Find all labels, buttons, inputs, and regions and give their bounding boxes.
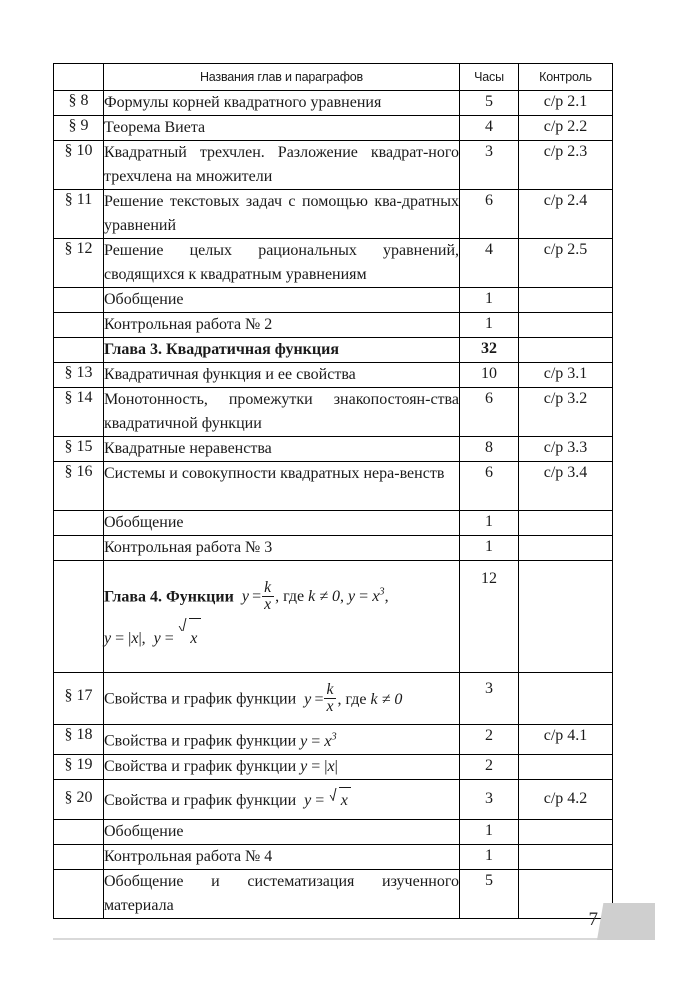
corner-tab-decoration — [597, 903, 655, 940]
table-row — [54, 91, 613, 116]
row-title: Монотонность, промежутки знакопостоян-ства квадратичной функции — [104, 388, 460, 437]
table-row — [54, 462, 613, 511]
square-root-x: x — [179, 617, 201, 659]
row-control: с/р 3.3 — [519, 437, 613, 462]
row-hours: 2 — [460, 725, 519, 754]
row-control — [519, 673, 613, 725]
row-paragraph — [54, 819, 104, 844]
chapter-title — [104, 561, 460, 673]
row-control — [519, 561, 613, 673]
row-paragraph — [54, 844, 104, 869]
row-control — [519, 511, 613, 536]
row-hours: 1 — [460, 313, 519, 338]
header-title-column: Названия глав и параграфов — [104, 64, 460, 91]
row-hours: 1 — [460, 844, 519, 869]
chapter-hours: 32 — [460, 338, 519, 363]
table-row — [54, 288, 613, 313]
row-paragraph: § 19 — [54, 754, 104, 779]
row-paragraph — [54, 869, 104, 918]
formula-x-cubed: $y = x^3$ — [300, 731, 337, 750]
row-control — [519, 536, 613, 561]
row-paragraph — [54, 561, 104, 673]
row-title: Обобщение и систематизация изученного материала — [104, 869, 460, 918]
row-hours: 3 — [460, 141, 519, 190]
row-control: с/р 3.4 — [519, 462, 613, 511]
table-row — [54, 388, 613, 437]
row-title — [104, 673, 460, 725]
table-row — [54, 779, 613, 819]
row-paragraph: § 13 — [54, 363, 104, 388]
square-root-x: x — [329, 787, 351, 813]
table-row — [54, 511, 613, 536]
row-hours: 5 — [460, 869, 519, 918]
row-control: с/р 2.1 — [519, 91, 613, 116]
chapter-title-text: Глава 4. Функции — [104, 588, 234, 606]
formula-sqrt-x: y = x — [296, 792, 351, 809]
row-control: с/р 4.2 — [519, 779, 613, 819]
row-title: Формулы корней квадратного уравнения — [104, 91, 460, 116]
table-row — [54, 536, 613, 561]
row-title — [104, 754, 460, 779]
row-paragraph — [54, 338, 104, 363]
row-control — [519, 819, 613, 844]
table-row — [54, 190, 613, 239]
chapter-row — [54, 561, 613, 673]
table-row — [54, 844, 613, 869]
row-control — [519, 869, 613, 918]
row-paragraph: § 10 — [54, 141, 104, 190]
table-row — [54, 819, 613, 844]
row-hours: 1 — [460, 819, 519, 844]
row-title: Системы и совокупности квадратных нера-венств — [104, 462, 460, 511]
chapter-row — [54, 338, 613, 363]
row-title: Квадратичная функция и ее свойства — [104, 363, 460, 388]
row-title: Квадратный трехчлен. Разложение квадрат-ного трехчлена на множители — [104, 141, 460, 190]
row-title: Обобщение — [104, 288, 460, 313]
table-row — [54, 869, 613, 918]
row-control — [519, 844, 613, 869]
table-row — [54, 437, 613, 462]
row-hours: 8 — [460, 437, 519, 462]
formula-k-over-x: y = $\frac{k}{x}$ , где k ≠ 0 — [304, 681, 403, 716]
formula-abs-x: y = |x| — [300, 757, 338, 775]
row-hours: 1 — [460, 536, 519, 561]
row-paragraph — [54, 313, 104, 338]
row-paragraph: § 20 — [54, 779, 104, 819]
table-row — [54, 673, 613, 725]
row-control — [519, 338, 613, 363]
header-hours-column: Часы — [460, 64, 519, 91]
row-title: Обобщение — [104, 819, 460, 844]
row-hours: 2 — [460, 754, 519, 779]
row-paragraph: § 8 — [54, 91, 104, 116]
row-paragraph: § 9 — [54, 116, 104, 141]
row-title-text: Свойства и график функции — [104, 791, 297, 809]
row-paragraph: § 11 — [54, 190, 104, 239]
row-control — [519, 288, 613, 313]
row-title: Контрольная работа № 3 — [104, 536, 460, 561]
chapter-title: Глава 3. Квадратичная функция — [104, 338, 460, 363]
row-hours: 3 — [460, 673, 519, 725]
header-control-column: Контроль — [519, 64, 613, 91]
row-control: с/р 3.2 — [519, 388, 613, 437]
row-paragraph: § 16 — [54, 462, 104, 511]
chapter4-formula: y = $\frac{k}{x}$ , где k ≠ 0, $y = x^3$, y = |x|, y = x — [104, 588, 389, 647]
row-hours: 5 — [460, 91, 519, 116]
fraction-k-over-x: $\frac{k}{x}$ — [324, 682, 336, 715]
row-paragraph: § 12 — [54, 239, 104, 288]
row-paragraph — [54, 511, 104, 536]
chapter-hours: 12 — [460, 561, 519, 673]
row-title — [104, 779, 460, 819]
table-row — [54, 116, 613, 141]
row-hours: 6 — [460, 388, 519, 437]
page-number: 7 — [588, 909, 598, 930]
row-hours: 3 — [460, 779, 519, 819]
row-title: Квадратные неравенства — [104, 437, 460, 462]
row-control: с/р 3.1 — [519, 363, 613, 388]
row-control — [519, 754, 613, 779]
row-control: с/р 2.4 — [519, 190, 613, 239]
table-row — [54, 313, 613, 338]
table-row — [54, 141, 613, 190]
row-title: Решение текстовых задач с помощью ква-дратных уравнений — [104, 190, 460, 239]
table-row — [54, 754, 613, 779]
row-hours: 1 — [460, 288, 519, 313]
row-title: Теорема Виета — [104, 116, 460, 141]
row-paragraph: § 18 — [54, 725, 104, 754]
row-title-text: Свойства и график функции — [104, 732, 297, 750]
row-hours: 1 — [460, 511, 519, 536]
row-title: Обобщение — [104, 511, 460, 536]
row-paragraph: § 15 — [54, 437, 104, 462]
row-paragraph — [54, 536, 104, 561]
row-hours: 10 — [460, 363, 519, 388]
table-header-row — [54, 64, 613, 91]
row-hours: 4 — [460, 239, 519, 288]
row-paragraph: § 17 — [54, 673, 104, 725]
table-row — [54, 363, 613, 388]
row-hours: 6 — [460, 462, 519, 511]
table-of-contents — [53, 63, 613, 919]
header-paragraph-column — [54, 64, 104, 91]
row-title: Контрольная работа № 2 — [104, 313, 460, 338]
row-hours: 6 — [460, 190, 519, 239]
row-hours: 4 — [460, 116, 519, 141]
table-row — [54, 239, 613, 288]
row-control: с/р 2.5 — [519, 239, 613, 288]
row-paragraph — [54, 288, 104, 313]
row-title: Решение целых рациональных уравнений, сводящихся к квадратным уравнениям — [104, 239, 460, 288]
row-control: с/р 2.2 — [519, 116, 613, 141]
footer-divider — [53, 938, 612, 940]
row-title — [104, 725, 460, 754]
row-title-text: Свойства и график функции — [104, 757, 297, 775]
row-title: Контрольная работа № 4 — [104, 844, 460, 869]
row-control — [519, 313, 613, 338]
fraction-k-over-x: $\frac{k}{x}$ — [262, 580, 274, 613]
table-row — [54, 725, 613, 754]
row-control: с/р 2.3 — [519, 141, 613, 190]
row-title-text: Свойства и график функции — [104, 690, 297, 708]
row-control: с/р 4.1 — [519, 725, 613, 754]
row-paragraph: § 14 — [54, 388, 104, 437]
